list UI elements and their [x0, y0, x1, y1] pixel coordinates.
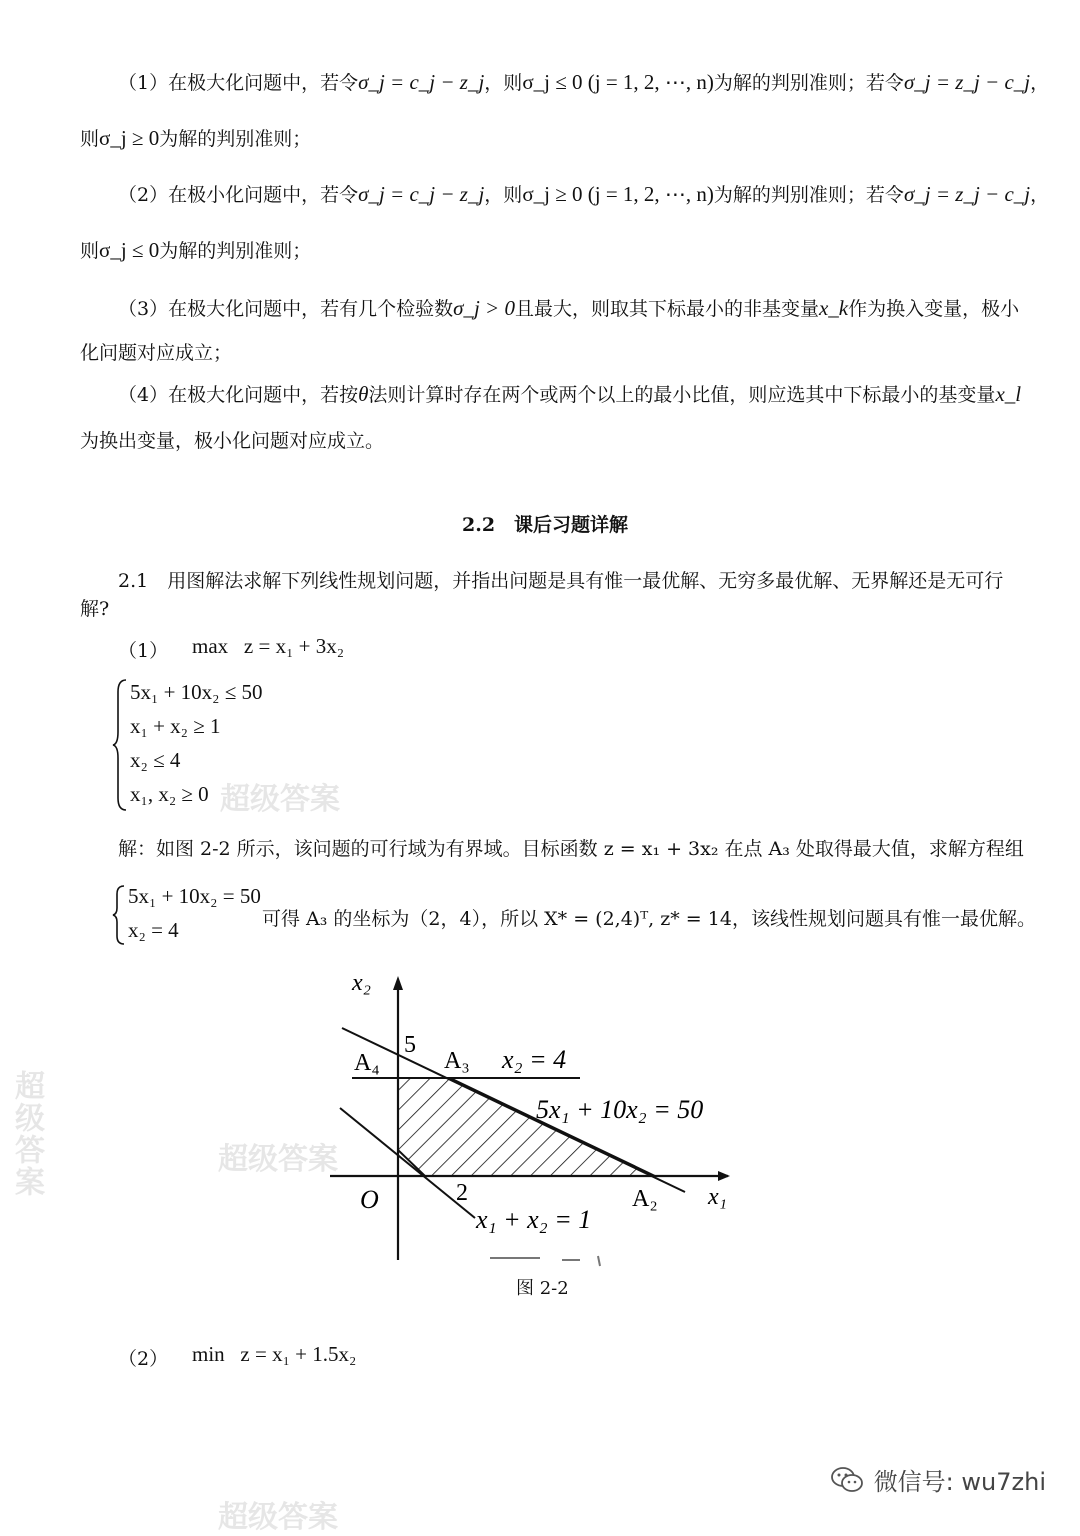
rule-3-text-c: 作为换入变量，极小 [848, 298, 1020, 320]
watermark-3: 超级答案 [9, 1070, 44, 1198]
rule-2-condition: σ_j ≥ 0 (j = 1, 2, ⋯, n) [522, 182, 714, 206]
point-A3-label: A₃ [444, 1048, 470, 1074]
watermark-1: 超级答案 [220, 782, 340, 817]
rule-1-formula-a: σ_j = c_j − z_j [358, 70, 485, 94]
rule-1-line2-pre: 则 [80, 128, 100, 150]
rule-3-text-a: （3）在极大化问题中，若有几个检验数 [118, 298, 454, 320]
wechat-id: 微信号: wu7zhi [873, 1468, 1046, 1496]
tick-label-2: 2 [456, 1180, 468, 1206]
rule-1-line-2 [80, 124, 311, 151]
rule-3-line-2: 化问题对应成立； [80, 342, 233, 364]
rule-1-mid-b: 为解的判别准则；若令 [713, 72, 904, 94]
figure-2-2 [330, 960, 750, 1270]
rule-2-line2-pre: 则 [80, 240, 100, 262]
exercise-line-1: 2.1 用图解法求解下列线性规划问题，并指出问题是具有惟一最优解、无穷多最优解、无界解还是无可行 [118, 570, 1004, 592]
constraint-2: x₁ + x₂ ≥ 1 [130, 714, 221, 738]
exercise-line-2: 解? [80, 598, 110, 620]
solution-line-2: 可得 A₃ 的坐标为（2，4），所以 X* = (2,4)ᵀ, z* = 14，该线性规划问题具有惟一最优解。 [262, 908, 1036, 930]
rule-3-text-b: 且最大，则取其下标最小的非基变量 [514, 298, 819, 320]
rule-3-math: σ_j > 0 [453, 296, 515, 320]
watermark-4: 超级答案 [218, 1500, 338, 1535]
rule-2-line-1 [118, 180, 1049, 207]
section-title: 2.2 课后习题详解 [462, 514, 629, 536]
rule-3-var: x_k [818, 296, 849, 320]
rule-2-line-2 [80, 236, 311, 263]
wechat-tag [830, 1462, 1046, 1497]
rule-3-line-1 [118, 294, 1019, 321]
point-A2-label: A₂ [632, 1186, 658, 1212]
system-eq-1: 5x₁ + 10x₂ = 50 [128, 884, 261, 908]
rule-1-line-1 [118, 68, 1049, 95]
problem-2-objective: min z = x₁ + 1.5x₂ [192, 1342, 357, 1366]
rule-4-line-2: 为换出变量，极小化问题对应成立。 [80, 430, 385, 452]
rule-1-condition: σ_j ≤ 0 (j = 1, 2, ⋯, n) [522, 70, 714, 94]
cropped-caption-artifact [490, 1256, 600, 1266]
figure-caption: 图 2-2 [516, 1278, 569, 1299]
x2-axis-arrow [393, 976, 403, 990]
rule-2-end: ， [1030, 184, 1050, 206]
origin-label: O [360, 1185, 379, 1214]
tick-label-5: 5 [404, 1032, 416, 1058]
rule-2-formula-a: σ_j = c_j − z_j [358, 182, 485, 206]
constraint-3: x₂ ≤ 4 [130, 748, 181, 772]
point-A4-label: A₄ [354, 1050, 380, 1076]
problem-1-objective: max z = x₁ + 3x₂ [192, 634, 345, 658]
rule-2-condition-2: σ_j ≤ 0 [99, 238, 160, 262]
solution-system [112, 884, 272, 946]
rule-1-line2-post: 为解的判别准则； [159, 128, 312, 150]
rule-1-mid-a: ，则 [484, 72, 523, 94]
rule-2-mid-a: ，则 [484, 184, 523, 206]
solution-line-1: 解：如图 2-2 所示，该问题的可行域为有界域。目标函数 z = x₁ + 3x₂ 在点 A₃ 处取得最大值，求解方程组 [118, 838, 1024, 860]
wechat-icon [830, 1466, 864, 1494]
feasible-region [398, 1078, 655, 1176]
problem-2-label: （2） [118, 1348, 169, 1370]
label-x2-eq-4: x₂ = 4 [502, 1045, 567, 1074]
rule-4-text-a: （4）在极大化问题中，若按 [118, 384, 359, 406]
rule-2-formula-b: σ_j = z_j − c_j [903, 182, 1031, 206]
constraint-brace [112, 678, 128, 812]
x1-axis-label: x₁ [708, 1184, 727, 1210]
rule-2-mid-b: 为解的判别准则；若令 [713, 184, 904, 206]
constraint-1: 5x₁ + 10x₂ ≤ 50 [130, 680, 263, 704]
rule-1-end: ， [1030, 72, 1050, 94]
problem-1-label: （1） [118, 640, 169, 662]
constraint-4: x₁, x₂ ≥ 0 [130, 782, 209, 806]
label-x1-x2-eq-1: x₁ + x₂ = 1 [476, 1205, 592, 1234]
rule-2-label: （2）在极小化问题中，若令 [118, 184, 359, 206]
x2-axis-label: x₂ [352, 970, 371, 996]
rule-4-math: θ [358, 382, 369, 406]
watermark-2: 超级答案 [218, 1142, 338, 1177]
rule-1-label: （1）在极大化问题中，若令 [118, 72, 359, 94]
rule-1-condition-2: σ_j ≥ 0 [99, 126, 160, 150]
rule-4-line-1 [118, 380, 1021, 407]
rule-4-var: x_l [995, 382, 1022, 406]
x1-axis-arrow [718, 1171, 730, 1181]
system-brace [112, 884, 126, 946]
rule-2-line2-post: 为解的判别准则； [159, 240, 312, 262]
label-5x1-10x2-eq-50: 5x₁ + 10x₂ = 50 [536, 1095, 704, 1124]
system-eq-2: x₂ = 4 [128, 918, 179, 942]
rule-4-text-b: 法则计算时存在两个或两个以上的最小比值，则应选其中下标最小的基变量 [368, 384, 996, 406]
rule-1-formula-b: σ_j = z_j − c_j [903, 70, 1031, 94]
